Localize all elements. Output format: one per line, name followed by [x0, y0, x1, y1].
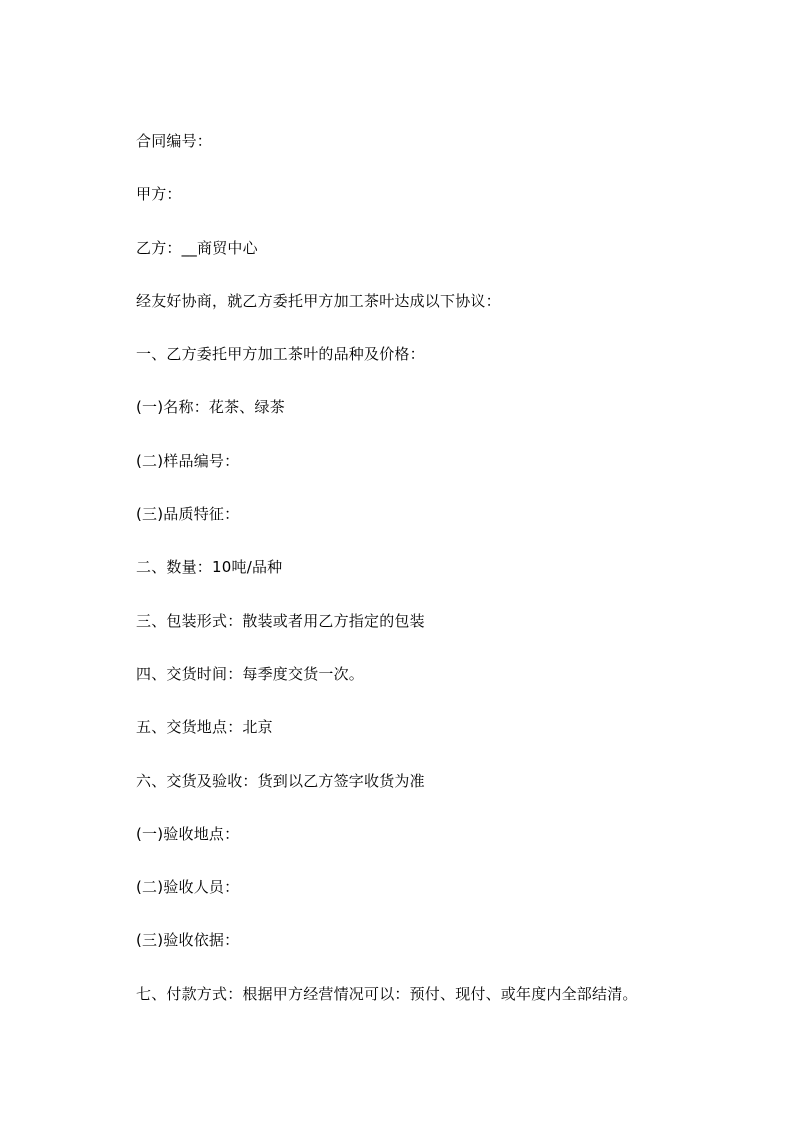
section-6-item-3: (三)验收依据：	[136, 931, 240, 950]
contract-number-label: 合同编号：	[136, 132, 213, 150]
section-7-payment: 七、付款方式：根据甲方经营情况可以：预付、现付、或年度内全部结清。	[136, 984, 638, 1003]
party-b-label: 乙方：__商贸中心	[136, 238, 258, 257]
section-2-quantity: 二、数量：10吨/品种	[136, 558, 283, 577]
section-1-item-1: (一)名称：花茶、绿茶	[136, 398, 285, 417]
contract-body	[136, 130, 696, 1036]
section-6-item-2: (二)验收人员：	[136, 878, 240, 897]
section-6-item-1: (一)验收地点：	[136, 824, 240, 843]
section-4-delivery-time: 四、交货时间：每季度交货一次。	[136, 664, 365, 683]
section-1-item-3: (三)品质特征：	[136, 505, 240, 524]
agreement-intro: 经友好协商，就乙方委托甲方加工茶叶达成以下协议：	[136, 291, 501, 310]
section-1-heading: 一、乙方委托甲方加工茶叶的品种及价格：	[136, 345, 425, 364]
section-1-item-2: (二)样品编号：	[136, 451, 240, 470]
section-6-acceptance: 六、交货及验收：货到以乙方签字收货为准	[136, 771, 425, 790]
party-a-label: 甲方：	[136, 185, 182, 204]
section-5-delivery-location: 五、交货地点：北京	[136, 718, 273, 737]
section-3-packaging: 三、包装形式：散装或者用乙方指定的包装	[136, 611, 425, 630]
